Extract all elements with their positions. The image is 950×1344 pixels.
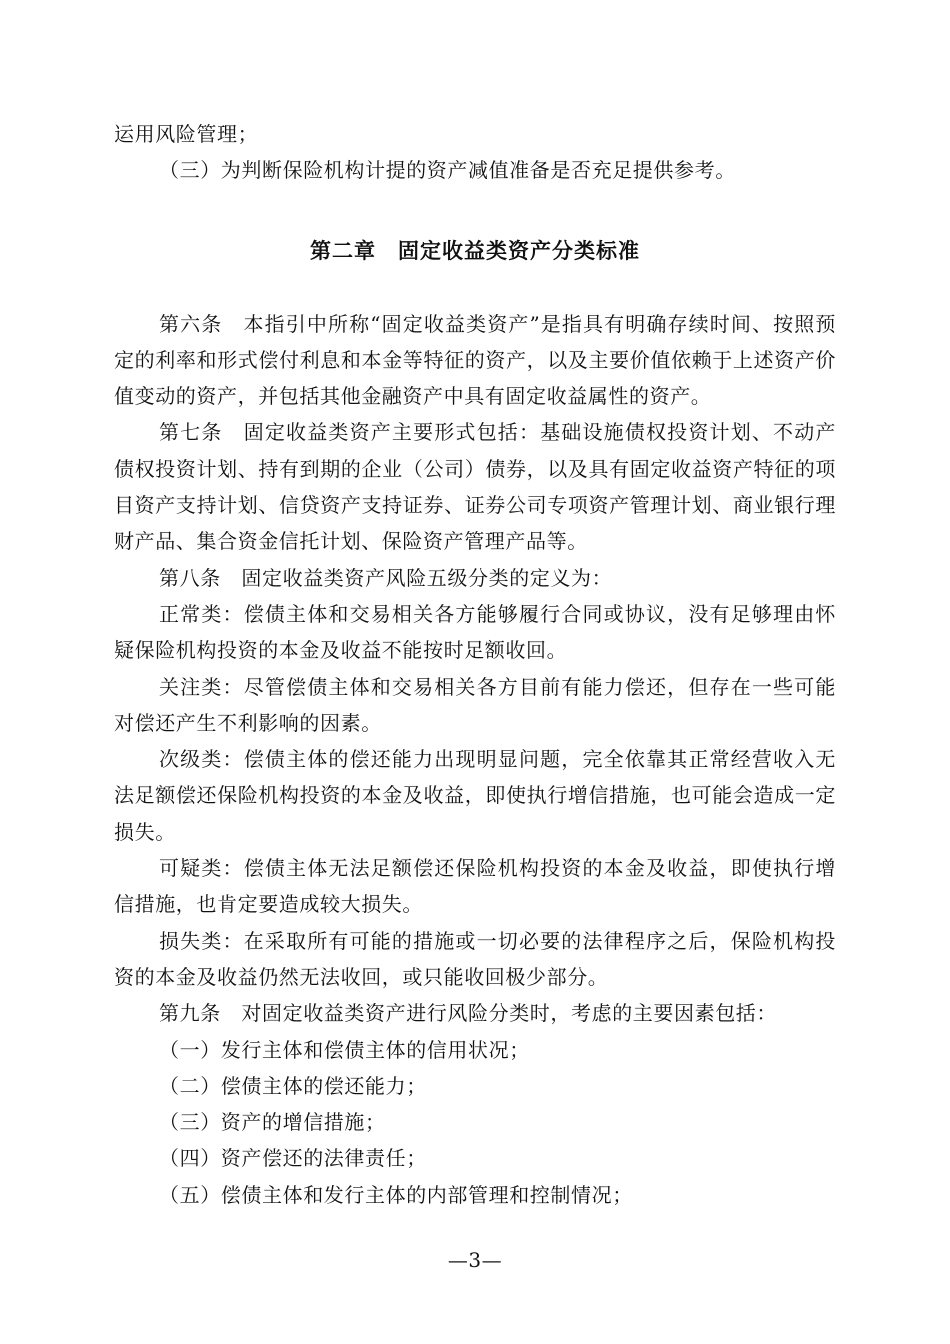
factor-item: （一）发行主体和偿债主体的信用状况； [159,1037,530,1062]
article-six: 第六条 本指引中所称“固定收益类资产”是指具有明确存续时间、按照预定的利率和形式偿付利息和本金等特征的资产，以及主要价值依赖于上述资产价值变动的资产，并包括其他金融资产中具有固定收益属性的资产。 [114,311,836,409]
article-eight: 第八条 固定收益类资产风险五级分类的定义为： [159,565,613,590]
category-doubtful: 可疑类：偿债主体无法足额偿还保险机构投资的本金及收益，即使执行增信措施，也肯定要造成较大损失。 [114,856,836,917]
category-special-mention: 关注类：尽管偿债主体和交易相关各方目前有能力偿还，但存在一些可能对偿还产生不利影响的因素。 [114,674,836,735]
article-nine: 第九条 对固定收益类资产进行风险分类时，考虑的主要因素包括： [159,1001,777,1026]
factor-item: （四）资产偿还的法律责任； [159,1146,427,1171]
category-loss: 损失类：在采取所有可能的措施或一切必要的法律程序之后，保险机构投资的本金及收益仍然无法收回，或只能收回极少部分。 [114,928,836,989]
factor-item: （二）偿债主体的偿还能力； [159,1073,427,1098]
item-three-purpose: （三）为判断保险机构计提的资产减值准备是否充足提供参考。 [159,158,736,183]
factor-item: （五）偿债主体和发行主体的内部管理和控制情况； [159,1182,633,1207]
category-substandard: 次级类：偿债主体的偿还能力出现明显问题，完全依靠其正常经营收入无法足额偿还保险机构投资的本金及收益，即使执行增信措施，也可能会造成一定损失。 [114,747,836,844]
category-normal: 正常类：偿债主体和交易相关各方能够履行合同或协议，没有足够理由怀疑保险机构投资的本金及收益不能按时足额收回。 [114,601,836,663]
document-body [114,116,836,1213]
factor-item: （三）资产的增信措施； [159,1110,386,1135]
chapter-title: 第二章 固定收益类资产分类标准 [310,238,640,263]
article-seven: 第七条 固定收益类资产主要形式包括：基础设施债权投资计划、不动产债权投资计划、持有到期的企业（公司）债券，以及具有固定收益资产特征的项目资产支持计划、信贷资产支持证券、证券公司专项资产管理计划、商业银行理财产品、集合资金信托计划、保险资产管理产品等。 [114,420,836,554]
page-number: —3— [447,1248,503,1272]
continued-line: 运用风险管理； [114,122,259,146]
